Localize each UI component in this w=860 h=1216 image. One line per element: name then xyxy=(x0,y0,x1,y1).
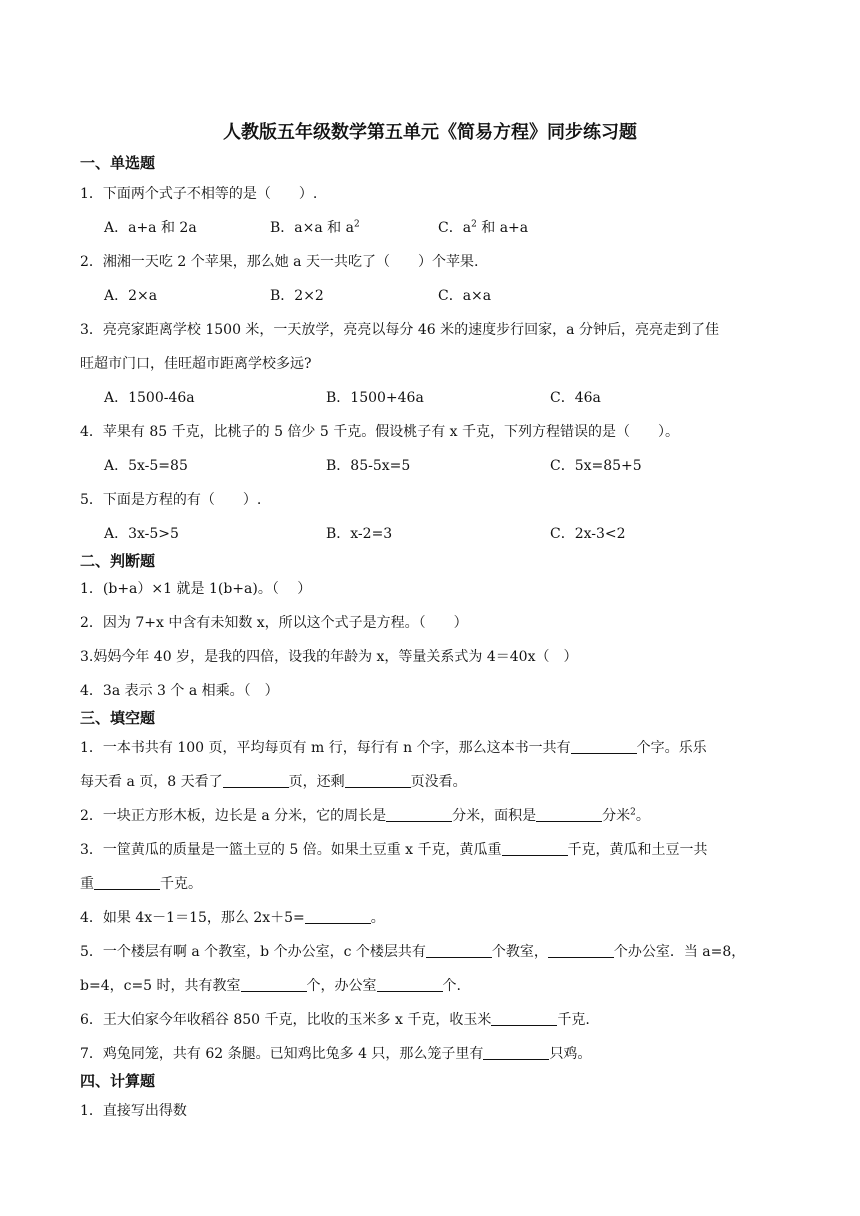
mc-q1-option-b-text: B．a×a 和 a xyxy=(270,220,354,236)
answer-blank[interactable] xyxy=(386,807,452,822)
fill-question-6 xyxy=(80,1009,590,1029)
fill-question-4 xyxy=(80,907,385,927)
text: 2．一块正方形木板，边长是 a 分米，它的周长是 xyxy=(80,808,387,824)
mc-q3-option-b: B．1500+46a xyxy=(326,390,424,406)
tf-question-3: 3.妈妈今年 40 岁，是我的四倍，设我的年龄为 x，等量关系式为 4＝40x（ ） xyxy=(80,649,578,665)
calc-question-1: 1．直接写出得数 xyxy=(80,1103,187,1119)
mc-q4-option-a: A．5x-5=85 xyxy=(104,458,188,474)
text: 4．如果 4x－1＝15，那么 2x＋5= xyxy=(80,910,305,926)
answer-blank[interactable] xyxy=(491,1011,557,1026)
text: 7．鸡兔同笼，共有 62 条腿。已知鸡比兔多 4 只，那么笼子里有 xyxy=(80,1046,484,1062)
mc-q5-option-a: A．3x-5>5 xyxy=(104,526,179,542)
text: 分米，面积是 xyxy=(452,808,537,824)
mc-q1-option-c xyxy=(438,217,528,237)
text: 页没看。 xyxy=(410,774,467,790)
fill-question-1-line-2 xyxy=(80,771,467,791)
mc-question-1: 1．下面两个式子不相等的是（ ）. xyxy=(80,186,318,202)
text: 只鸡。 xyxy=(549,1046,592,1062)
fill-question-5-line-2 xyxy=(80,975,461,995)
text: 个. xyxy=(442,978,461,994)
section-heading-fill-blank: 三、填空题 xyxy=(80,709,156,727)
fill-question-3-line-1 xyxy=(80,839,708,859)
superscript: 2 xyxy=(353,219,360,230)
answer-blank[interactable] xyxy=(377,977,443,992)
fill-question-5-line-1 xyxy=(80,941,745,961)
text: 1．一本书共有 100 页，平均每页有 m 行，每行有 n 个字，那么这本书一共有 xyxy=(80,740,571,756)
mc-question-3-line-1: 3．亮亮家距离学校 1500 米，一天放学，亮亮以每分 46 米的速度步行回家，a 分钟后，亮亮走到了佳 xyxy=(80,322,719,338)
text: 每天看 a 页，8 天看了 xyxy=(80,774,223,790)
answer-blank[interactable] xyxy=(571,739,637,754)
section-heading-true-false: 二、判断题 xyxy=(80,552,156,570)
fill-question-2 xyxy=(80,805,650,825)
mc-q1-option-c-text: C．a xyxy=(438,220,472,236)
text: 。 xyxy=(370,910,385,926)
mc-q1-option-a: A．a+a 和 2a xyxy=(104,220,197,236)
mc-question-3-line-2: 旺超市门口，佳旺超市距离学校多远? xyxy=(80,356,312,372)
answer-blank[interactable] xyxy=(548,943,614,958)
section-heading-calculation: 四、计算题 xyxy=(80,1072,156,1090)
text: 千克，黄瓜和土豆一共 xyxy=(567,842,708,858)
mc-q3-option-a: A．1500-46a xyxy=(104,390,195,406)
text: 个办公室．当 a=8， xyxy=(613,944,746,960)
answer-blank[interactable] xyxy=(94,875,160,890)
superscript: 2 xyxy=(630,807,636,818)
mc-q2-option-b: B．2×2 xyxy=(270,288,324,304)
answer-blank[interactable] xyxy=(345,773,411,788)
text: 3．一筐黄瓜的质量是一篮土豆的 5 倍。如果土豆重 x 千克，黄瓜重 xyxy=(80,842,502,858)
text: 分米 xyxy=(602,808,631,824)
text: 个，办公室 xyxy=(306,978,377,994)
answer-blank[interactable] xyxy=(426,943,492,958)
page-title: 人教版五年级数学第五单元《简易方程》同步练习题 xyxy=(223,122,637,143)
text: 6．王大伯家今年收稻谷 850 千克，比收的玉米多 x 千克，收玉米 xyxy=(80,1012,492,1028)
mc-q4-option-c: C．5x=85+5 xyxy=(550,458,642,474)
text: 千克。 xyxy=(160,876,202,892)
tf-question-2: 2．因为 7+x 中含有未知数 x，所以这个式子是方程。（ ） xyxy=(80,615,468,631)
answer-blank[interactable] xyxy=(305,909,371,924)
answer-blank[interactable] xyxy=(241,977,307,992)
mc-q5-option-c: C．2x-3<2 xyxy=(550,526,626,542)
text: 页，还剩 xyxy=(288,774,345,790)
text: 千克. xyxy=(557,1012,590,1028)
text: 。 xyxy=(635,808,650,824)
tf-question-1: 1．(b+a）×1 就是 1(b+a)。（ ） xyxy=(80,581,312,597)
text: 个教室， xyxy=(491,944,548,960)
answer-blank[interactable] xyxy=(483,1045,549,1060)
superscript: 2 xyxy=(471,219,477,230)
tf-question-4: 4．3a 表示 3 个 a 相乘。（ ） xyxy=(80,683,279,699)
fill-question-7 xyxy=(80,1043,591,1063)
fill-question-3-line-2 xyxy=(80,873,202,893)
mc-q1-option-b xyxy=(270,217,360,237)
text: 个字。乐乐 xyxy=(636,740,707,756)
section-heading-single-choice: 一、单选题 xyxy=(80,154,156,172)
mc-q5-option-b: B．x-2=3 xyxy=(326,526,393,542)
fill-question-1-line-1 xyxy=(80,737,707,757)
mc-q2-option-c: C．a×a xyxy=(438,288,492,304)
mc-q3-option-c: C．46a xyxy=(550,390,601,406)
mc-question-2: 2．湘湘一天吃 2 个苹果，那么她 a 天一共吃了（ ）个苹果. xyxy=(80,254,479,270)
mc-question-5: 5．下面是方程的有（ ）. xyxy=(80,492,262,508)
text: 重 xyxy=(80,876,94,892)
answer-blank[interactable] xyxy=(502,841,568,856)
mc-q4-option-b: B．85-5x=5 xyxy=(326,458,411,474)
mc-q1-option-c-rest: 和 a+a xyxy=(476,220,529,236)
mc-question-4: 4．苹果有 85 千克，比桃子的 5 倍少 5 千克。假设桃子有 x 千克，下列方程错误的是（ ）。 xyxy=(80,424,680,440)
answer-blank[interactable] xyxy=(223,773,289,788)
text: b=4，c=5 时，共有教室 xyxy=(80,978,241,994)
answer-blank[interactable] xyxy=(536,807,602,822)
mc-q2-option-a: A．2×a xyxy=(104,288,158,304)
text: 5．一个楼层有啊 a 个教室，b 个办公室，c 个楼层共有 xyxy=(80,944,426,960)
